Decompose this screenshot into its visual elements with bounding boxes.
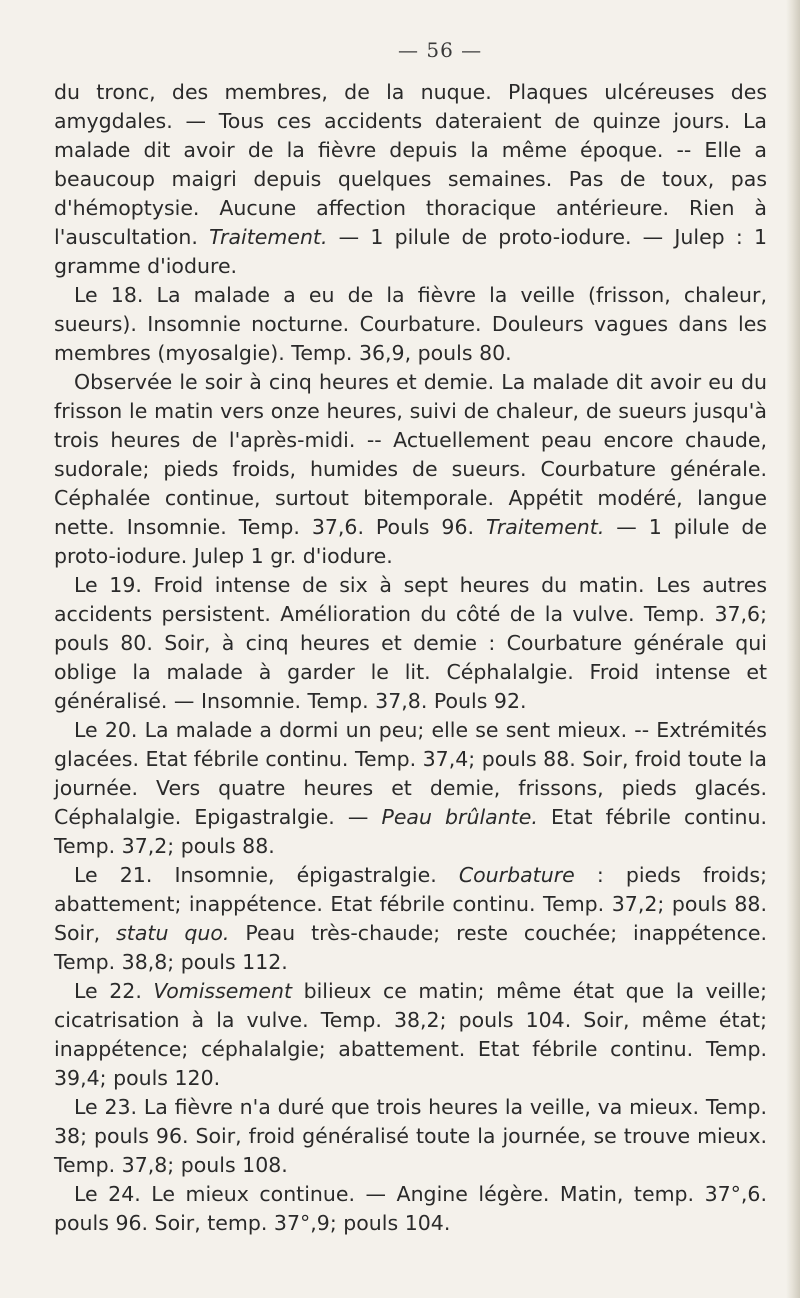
- text-run: Etat fébrile continu. Temp. 37,2; pouls 88.: [54, 805, 767, 858]
- page-edge-shadow: [786, 0, 800, 1298]
- body-text: [54, 78, 767, 1238]
- paragraph: [54, 78, 767, 281]
- paragraph: [54, 861, 767, 977]
- paragraph: [54, 571, 767, 716]
- text-run: Le 18. La malade a eu de la fièvre la veille (frisson, chaleur, sueurs). Insomnie nocturne. Courbature. Douleurs vagues dans les membres (myosalgie). Temp. 36,9, pouls 80.: [54, 283, 767, 365]
- text-run: Le 20. La malade a dormi un peu; elle se sent mieux. -- Extrémités glacées. Etat fébrile continu. Temp. 37,4; pouls 88. Soir, froid toute la journée. Vers quatre heures et demie, frissons, pieds glacés. Céphalalgie. Epigastralgie. —: [54, 718, 767, 829]
- italic-text-run: Vomissement: [153, 979, 293, 1003]
- text-run: : pieds froids; abattement; inappétence. Etat fébrile continu. Temp. 37,2; pouls 88. Soir,: [54, 863, 767, 945]
- text-run: — 1 pilule de proto-iodure. — Julep : 1 gramme d'iodure.: [54, 225, 767, 278]
- text-run: Le 23. La fièvre n'a duré que trois heures la veille, va mieux. Temp. 38; pouls 96. Soir, froid généralisé toute la journée, se trouve mieux. Temp. 37,8; pouls 108.: [54, 1095, 767, 1177]
- text-run: Le 22.: [74, 979, 154, 1003]
- text-run: bilieux ce matin; même état que la veille; cicatrisation à la vulve. Temp. 38,2; pouls 104. Soir, même état; inappétence; céphalalgie; abattement. Etat fébrile continu. Temp. 39,4; pouls 120.: [54, 979, 767, 1090]
- italic-text-run: Traitement.: [485, 515, 605, 539]
- page-number: — 56 —: [398, 38, 483, 62]
- paragraph: [54, 1180, 767, 1238]
- text-run: Le 24. Le mieux continue. — Angine légère. Matin, temp. 37°,6. pouls 96. Soir, temp. 37°,9; pouls 104.: [54, 1182, 767, 1235]
- text-run: Peau très-chaude; reste couchée; inappétence. Temp. 38,8; pouls 112.: [54, 921, 767, 974]
- paragraph: [54, 716, 767, 861]
- text-run: du tronc, des membres, de la nuque. Plaques ulcéreuses des amygdales. — Tous ces accidents dateraient de quinze jours. La malade dit avoir de la fièvre depuis la même époque. -- Elle a beaucoup maigri depuis quelques semaines. Pas de toux, pas d'hémoptysie. Aucune affection thoracique antérieure. Rien à l'auscultation.: [54, 80, 767, 249]
- paragraph: [54, 281, 767, 368]
- text-run: — 1 pilule de proto-iodure. Julep 1 gr. d'iodure.: [54, 515, 767, 568]
- italic-text-run: statu quo.: [116, 921, 230, 945]
- paragraph: [54, 977, 767, 1093]
- text-run: Le 21. Insomnie, épigastralgie.: [74, 863, 459, 887]
- italic-text-run: Courbature: [458, 863, 575, 887]
- paragraph: [54, 368, 767, 571]
- text-run: Le 19. Froid intense de six à sept heures du matin. Les autres accidents persistent. Amélioration du côté de la vulve. Temp. 37,6; pouls 80. Soir, à cinq heures et demie : Courbature générale qui oblige la malade à garder le lit. Céphalalgie. Froid intense et généralisé. — Insomnie. Temp. 37,8. Pouls 92.: [54, 573, 767, 713]
- italic-text-run: Peau brûlante.: [381, 805, 538, 829]
- italic-text-run: Traitement.: [209, 225, 328, 249]
- paragraph: [54, 1093, 767, 1180]
- text-run: Observée le soir à cinq heures et demie. La malade dit avoir eu du frisson le matin vers onze heures, suivi de chaleur, de sueurs jusqu'à trois heures de l'après-midi. -- Actuellement peau encore chaude, sudorale; pieds froids, humides de sueurs. Courbature générale. Céphalée continue, surtout bitemporale. Appétit modéré, langue nette. Insomnie. Temp. 37,6. Pouls 96.: [54, 370, 767, 539]
